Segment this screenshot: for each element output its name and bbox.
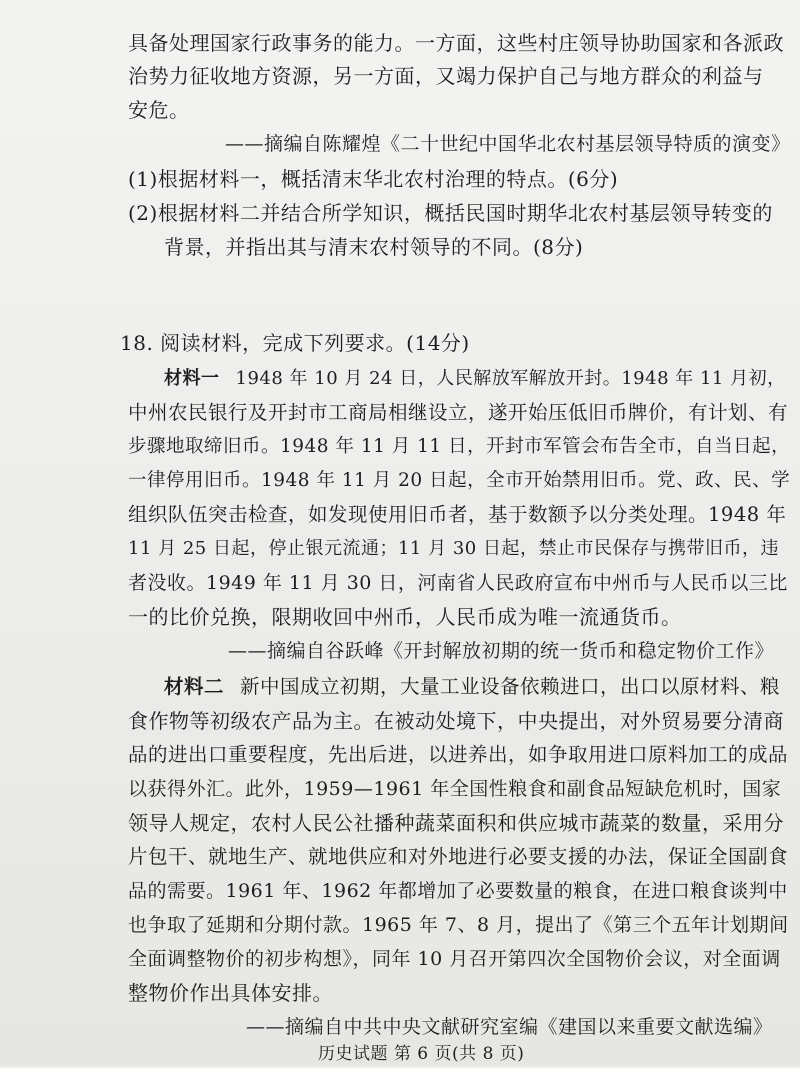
material-1-first-line — [164, 365, 786, 393]
text-line: 一的比价兑换，限期收回中州币，人民币成为唯一流通货币。 — [128, 605, 682, 629]
text-line: 品的进出口重要程度，先出后进，以进养出，如争取用进口原料加工的成品 — [128, 743, 789, 766]
question-18-heading: 18. 阅读材料，完成下列要求。(14分) — [120, 331, 470, 355]
text-line: 中州农民银行及开封市工商局相继设立，遂开始压低旧币牌价，有计划、有 — [128, 401, 789, 424]
page-footer: 历史试题 第 6 页(共 8 页) — [318, 1044, 525, 1064]
text-line: 以获得外汇。此外，1959—1961 年全国性粮食和副食品短缺危机时，国家 — [128, 778, 782, 800]
text-line: 一律停用旧币。1948 年 11 月 20 日起，全市开始禁用旧币。党、政、民、学 — [128, 470, 791, 491]
text-line: 组织队伍突击检查，如发现使用旧币者，基于数额予以分类处理。1948 年 — [128, 503, 787, 526]
text-line: 也争取了延期和分期付款。1965 年 7、8 月，提出了《第三个五年计划期间 — [128, 914, 789, 936]
material-2-text: 新中国成立初期，大量工业设备依赖进口，出口以原材料、粮 — [240, 675, 781, 698]
text-line: 具备处理国家行政事务的能力。一方面，这些村庄领导协助国家和各派政 — [128, 31, 784, 55]
text-line: 安危。 — [128, 98, 190, 122]
text-line: 步骤地取缔旧币。1948 年 11 月 11 日，开封市军管会布告全市，自当日起， — [128, 436, 791, 457]
text-line: 整物价作出具体安排。 — [128, 981, 333, 1005]
source-citation: ——摘编自陈耀煌《二十世纪中国华北农村基层领导特质的演变》 — [225, 133, 791, 155]
sub-question-1: (1)根据材料一，概括清末华北农村治理的特点。(6分) — [128, 167, 619, 191]
text-line: 食作物等初级农产品为主。在被动处境下，中央提出，对外贸易要分清商 — [128, 709, 784, 733]
text-line: 者没收。1949 年 11 月 30 日，河南省人民政府宣布中州币与人民币以三比 — [128, 572, 788, 594]
text-line: 治势力征收地方资源，另一方面，又竭力保护自己与地方群众的利益与 — [128, 64, 764, 88]
text-line: 全面调整物价的初步构想》，同年 10 月召开第四次全国物价会议，对全面调 — [128, 948, 781, 970]
sub-question-2-cont: 背景，并指出其与清末农村领导的不同。(8分) — [164, 235, 584, 259]
text-line: 领导人规定，农村人民公社播种蔬菜面积和供应城市蔬菜的数量，采用分 — [128, 811, 784, 835]
text-line: 片包干、就地生产、就地供应和对外地进行必要支援的办法，保证全国副食 — [128, 845, 789, 868]
material-2-first-line — [164, 673, 780, 701]
source-citation: ——摘编自谷跃峰《开封解放初期的统一货币和稳定物价工作》 — [228, 640, 775, 662]
material-1-text: 1948 年 10 月 24 日，人民解放军解放开封。1948 年 11 月初， — [235, 368, 786, 389]
text-line: 11 月 25 日起，停止银元流通；11 月 30 日起，禁止市民保存与携带旧币，违 — [128, 538, 779, 559]
source-citation: ——摘编自中共中央文献研究室编《建国以来重要文献选编》 — [246, 1016, 773, 1038]
material-1-label: 材料一 — [164, 368, 220, 389]
text-line: 品的需要。1961 年、1962 年都增加了必要数量的粮食，在进口粮食谈判中 — [128, 880, 788, 902]
material-2-label: 材料二 — [164, 675, 225, 698]
sub-question-2: (2)根据材料二并结合所学知识，概括民国时期华北农村基层领导转变的 — [128, 201, 773, 225]
